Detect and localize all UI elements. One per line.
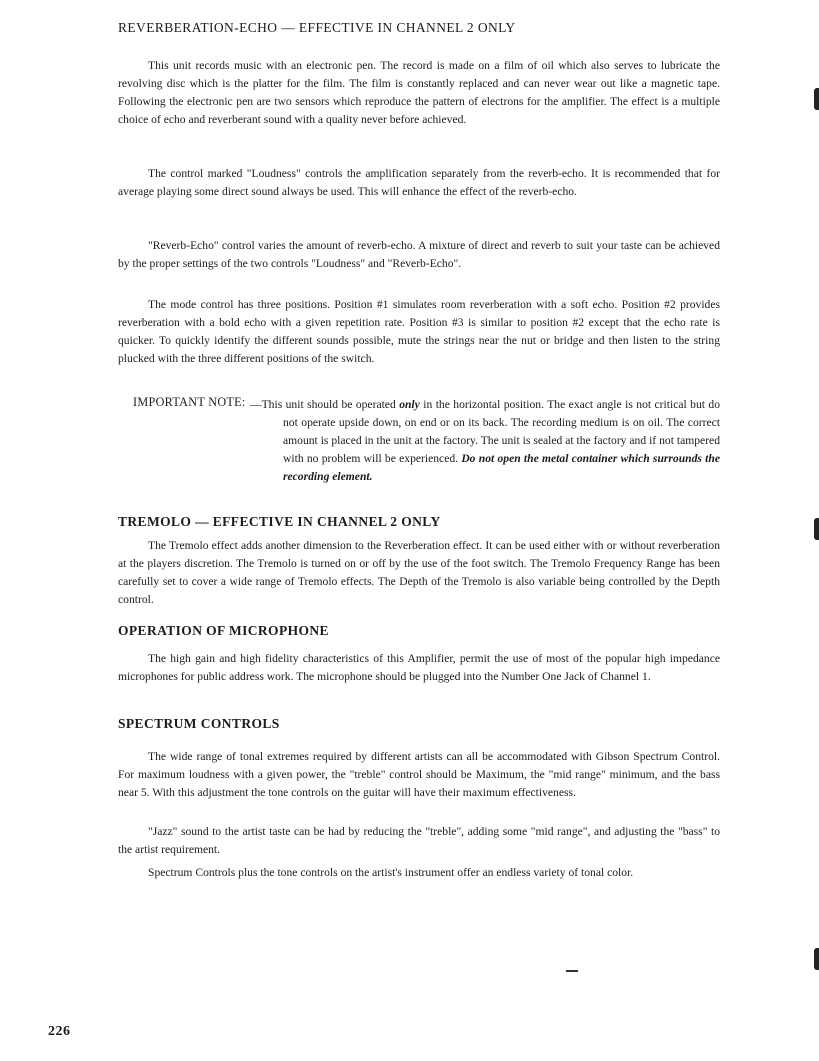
note-text: in the horizontal position. The exact angle is not critical but do not operate upside down, on end or on its back. The recording medium is on oil. The correct amount is placed in the unit at the factory. The unit is sealed at the factory and if not tampered with no problem will be experienced. <box>283 398 720 465</box>
page-number: 226 <box>48 1024 71 1039</box>
note-lead: —This unit should be operated <box>250 398 400 411</box>
binding-hole-mark <box>814 518 819 540</box>
reverb-paragraph-4: The mode control has three positions. Position #1 simulates room reverberation with a soft echo. Position #2 provides reverberation with a bold echo with a given repetition rate. Position #3 is similar to position #2 except that the echo rate is quicker. To quickly identify the different sounds possible, mute the strings near the nut or bridge and then listen to the string plucked with the three different positions of the switch. <box>118 298 720 365</box>
spectrum-paragraph-2: "Jazz" sound to the artist taste can be had by reducing the "treble", adding some "mid range", and adjusting the "bass" to the artist requirement. <box>118 825 720 856</box>
important-note-label: IMPORTANT NOTE: <box>133 395 246 409</box>
microphone-heading: OPERATION OF MICROPHONE <box>118 623 329 638</box>
reverb-echo-heading: REVERBERATION-ECHO — EFFECTIVE IN CHANNEL 2 ONLY <box>118 20 516 35</box>
microphone-paragraph: The high gain and high fidelity characteristics of this Amplifier, permit the use of most of the popular high impedance microphones for public address work. The microphone should be plugged into the Number One Jack of Channel 1. <box>118 652 720 683</box>
binding-hole-mark <box>814 88 819 110</box>
tremolo-heading: TREMOLO — EFFECTIVE IN CHANNEL 2 ONLY <box>118 514 441 529</box>
note-emphasis: only <box>399 398 420 411</box>
reverb-paragraph-1: This unit records music with an electronic pen. The record is made on a film of oil which also serves to lubricate the revolving disc which is the platter for the film. The film is constantly replaced and can never wear out like a magnetic tape. Following the electronic pen are two sensors which reproduce the pattern of electrons for the amplifier. The effect is a multiple choice of echo and reverberant sound with a quality never before achieved. <box>118 59 720 126</box>
reverb-paragraph-3: "Reverb-Echo" control varies the amount of reverb-echo. A mixture of direct and reverb to suit your taste can be achieved by the proper settings of the two controls "Loudness" and "Reverb-Echo". <box>118 239 720 270</box>
stray-mark <box>566 970 578 972</box>
note-warning: Do not open the metal container which surrounds the recording element. <box>283 452 720 483</box>
binding-hole-mark <box>814 948 819 970</box>
important-note-body <box>250 396 720 486</box>
spectrum-heading: SPECTRUM CONTROLS <box>118 716 280 731</box>
reverb-paragraph-2: The control marked "Loudness" controls the amplification separately from the reverb-echo. It is recommended that for average playing some direct sound always be used. This will enhance the effect of the reverb-echo. <box>118 167 720 198</box>
spectrum-paragraph-1: The wide range of tonal extremes required by different artists can all be accommodated with Gibson Spectrum Control. For maximum loudness with a given power, the "treble" control should be Maximum, the "mid range" minimum, and the bass near 5. With this adjustment the tone controls on the guitar will have their maximum effectiveness. <box>118 750 720 799</box>
spectrum-paragraph-3: Spectrum Controls plus the tone controls on the artist's instrument offer an endless variety of tonal color. <box>148 866 634 879</box>
tremolo-paragraph: The Tremolo effect adds another dimension to the Reverberation effect. It can be used either with or without reverberation at the players discretion. The Tremolo is turned on or off by the use of the foot switch. The Tremolo Frequency Range has been carefully set to cover a wide range of Tremolo effects. The Depth of the Tremolo is also variable being controlled by the Depth control. <box>118 539 720 606</box>
